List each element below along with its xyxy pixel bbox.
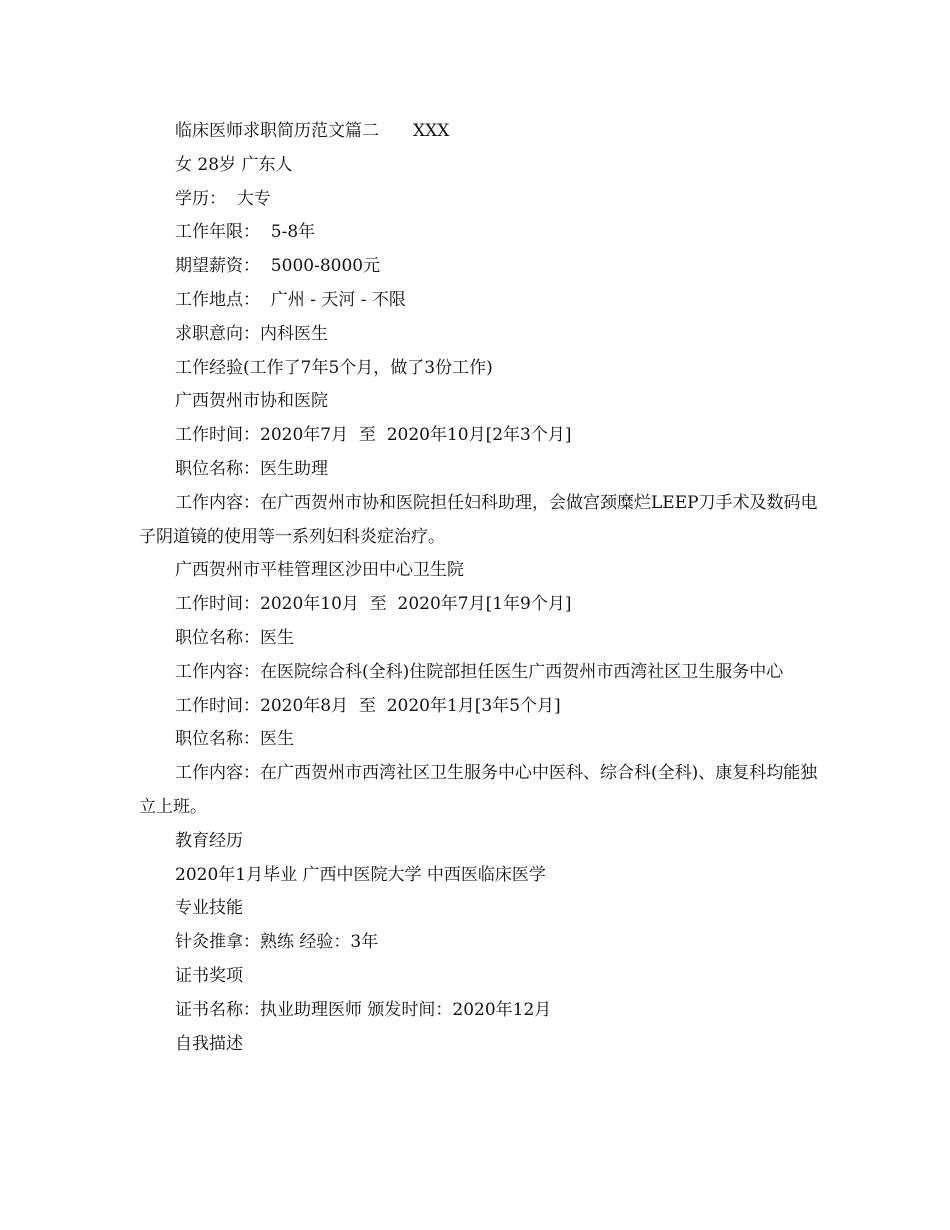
education-level: 学历： 大专 — [175, 188, 271, 209]
employer-2-duties: 工作内容：在医院综合科(全科)住院部担任医生广西贺州市西湾社区卫生服务中心 — [175, 661, 784, 682]
employer-1-period: 工作时间：2020年7月 至 2020年10月[2年3个月] — [175, 425, 572, 446]
expected-salary: 期望薪资： 5000-8000元 — [175, 256, 381, 277]
employer-2-position: 职位名称：医生 — [175, 627, 294, 648]
work-experience-heading: 工作经验(工作了7年5个月，做了3份工作) — [175, 357, 493, 378]
skills-heading: 专业技能 — [175, 898, 243, 919]
employer-3-duties: 工作内容：在广西贺州市西湾社区卫生服务中心中医科、综合科(全科)、康复科均能独立上班。 — [139, 763, 818, 817]
employer-1-position: 职位名称：医生助理 — [175, 458, 328, 479]
employer-2: 广西贺州市平桂管理区沙田中心卫生院 — [175, 560, 464, 581]
self-description-heading: 自我描述 — [175, 1033, 243, 1054]
job-intention: 求职意向：内科医生 — [175, 323, 328, 344]
resume-title: 临床医师求职简历范文篇二 XXX — [175, 121, 450, 141]
employer-3-position: 职位名称：医生 — [175, 729, 294, 750]
employer-3-period: 工作时间：2020年8月 至 2020年1月[3年5个月] — [175, 695, 561, 716]
certificates-heading: 证书奖项 — [175, 965, 243, 986]
employer-1-duties: 工作内容：在广西贺州市协和医院担任妇科助理，会做宫颈糜烂LEEP刀手术及数码电子阴道镜的使用等一系列妇科炎症治疗。 — [139, 492, 818, 547]
resume-body — [139, 115, 819, 1061]
employer-1: 广西贺州市协和医院 — [175, 391, 328, 412]
employer-2-period: 工作时间：2020年10月 至 2020年7月[1年9个月] — [175, 594, 572, 615]
personal-info: 女 28岁 广东人 — [175, 154, 293, 175]
education-entry: 2020年1月毕业 广西中医院大学 中西医临床医学 — [175, 864, 546, 885]
work-years: 工作年限： 5-8年 — [175, 222, 316, 243]
education-heading: 教育经历 — [175, 830, 243, 851]
work-location: 工作地点： 广州 - 天河 - 不限 — [175, 289, 406, 310]
skill-entry: 针灸推拿：熟练 经验：3年 — [175, 932, 379, 953]
certificate-entry: 证书名称：执业助理医师 颁发时间：2020年12月 — [175, 999, 552, 1020]
